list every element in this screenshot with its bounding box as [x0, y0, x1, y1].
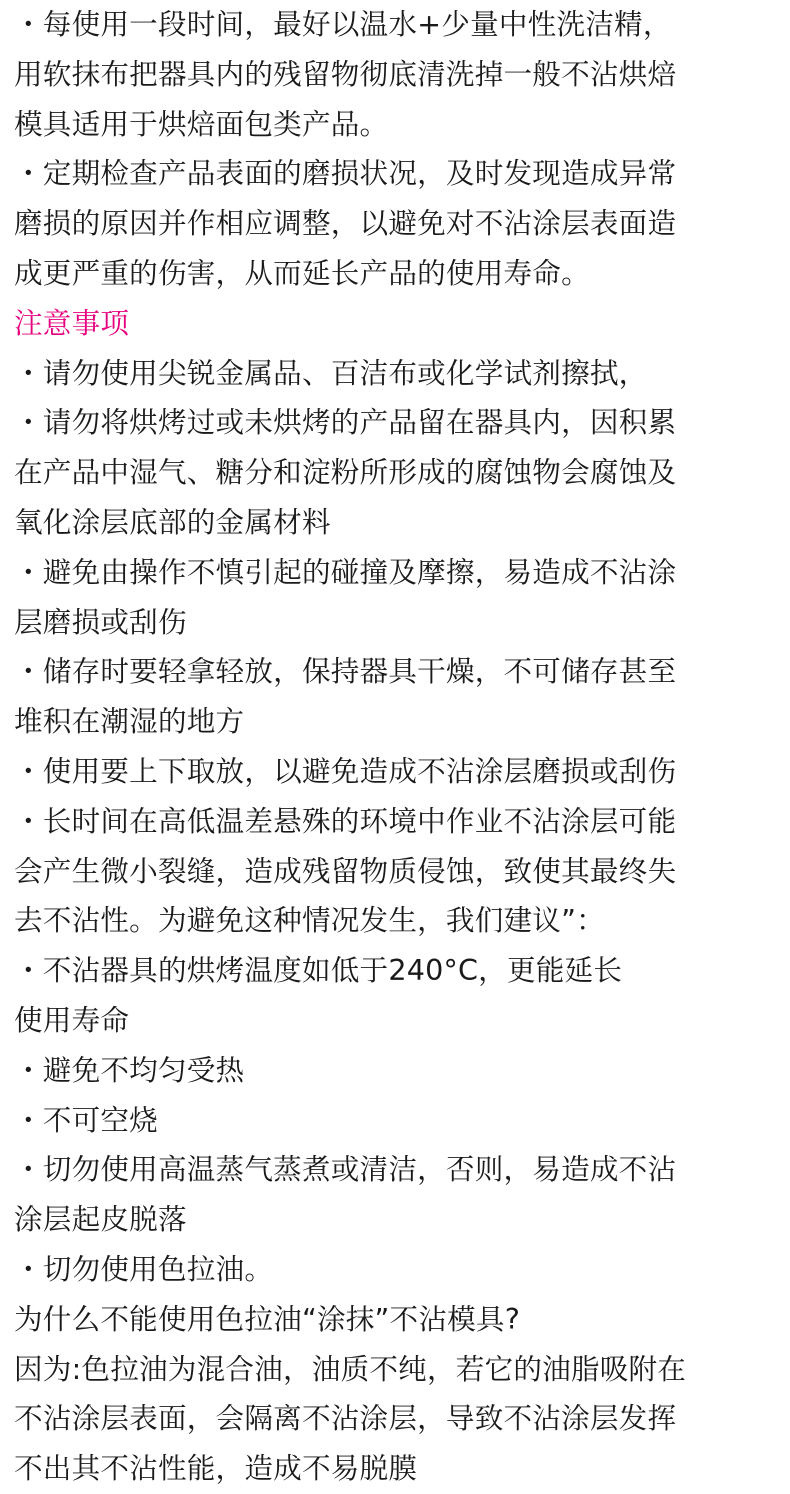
text-line: ・储存时要轻拿轻放，保持器具干燥，不可储存甚至	[14, 654, 677, 689]
text-line: 用软抹布把器具内的残留物彻底清洗掉一般不沾烘焙	[14, 56, 677, 91]
text-line: 会产生微小裂缝，造成残留物质侵蚀，致使其最终失	[14, 853, 677, 888]
text-line: 涂层起皮脱落	[14, 1202, 187, 1237]
text-line: 氧化涂层底部的金属材料	[14, 504, 331, 539]
text-line: ・不可空烧	[14, 1102, 158, 1137]
text-line: 去不沾性。为避免这种情况发生，我们建议”：	[14, 903, 605, 938]
text-line: 不出其不沾性能，造成不易脱膜	[14, 1451, 418, 1486]
text-line: ・避免由操作不慎引起的碰撞及摩擦，易造成不沾涂	[14, 554, 677, 589]
text-line: 因为:色拉油为混合油，油质不纯，若它的油脂吸附在	[14, 1351, 687, 1386]
text-line: 成更严重的伤害，从而延长产品的使用寿命。	[14, 255, 590, 290]
text-line: 层磨损或刮伤	[14, 604, 187, 639]
text-line: 堆积在潮湿的地方	[14, 704, 245, 739]
text-line: ・不沾器具的烘烤温度如低于240°C，更能延长	[14, 953, 623, 988]
question-line: 为什么不能使用色拉油“涂抹”不沾模具?	[14, 1301, 521, 1336]
text-line: 使用寿命	[14, 1002, 130, 1037]
text-line: ・请勿将烘烤过或未烘烤的产品留在器具内，因积累	[14, 405, 677, 440]
section-heading: 注意事项	[14, 305, 130, 340]
text-line: ・使用要上下取放，以避免造成不沾涂层磨损或刮伤	[14, 753, 677, 788]
text-line: ・切勿使用高温蒸气蒸煮或清洁，否则，易造成不沾	[14, 1152, 677, 1187]
text-line: 磨损的原因并作相应调整，以避免对不沾涂层表面造	[14, 206, 677, 241]
text-line: ・避免不均匀受热	[14, 1052, 245, 1087]
text-line: ・定期检查产品表面的磨损状况，及时发现造成异常	[14, 156, 677, 191]
text-line: ・每使用一段时间，最好以温水+少量中性洗洁精，	[14, 7, 672, 41]
text-line: 在产品中湿气、糖分和淀粉所形成的腐蚀物会腐蚀及	[14, 455, 677, 490]
text-line: ・长时间在高低温差悬殊的环境中作业不沾涂层可能	[14, 803, 677, 838]
document-body	[14, 0, 784, 1494]
text-line: ・请勿使用尖锐金属品、百洁布或化学试剂擦拭，	[14, 355, 648, 390]
text-line: 模具适用于烘焙面包类产品。	[14, 106, 389, 141]
text-line: ・切勿使用色拉油。	[14, 1251, 274, 1286]
text-line: 不沾涂层表面，会隔离不沾涂层，导致不沾涂层发挥	[14, 1401, 677, 1436]
